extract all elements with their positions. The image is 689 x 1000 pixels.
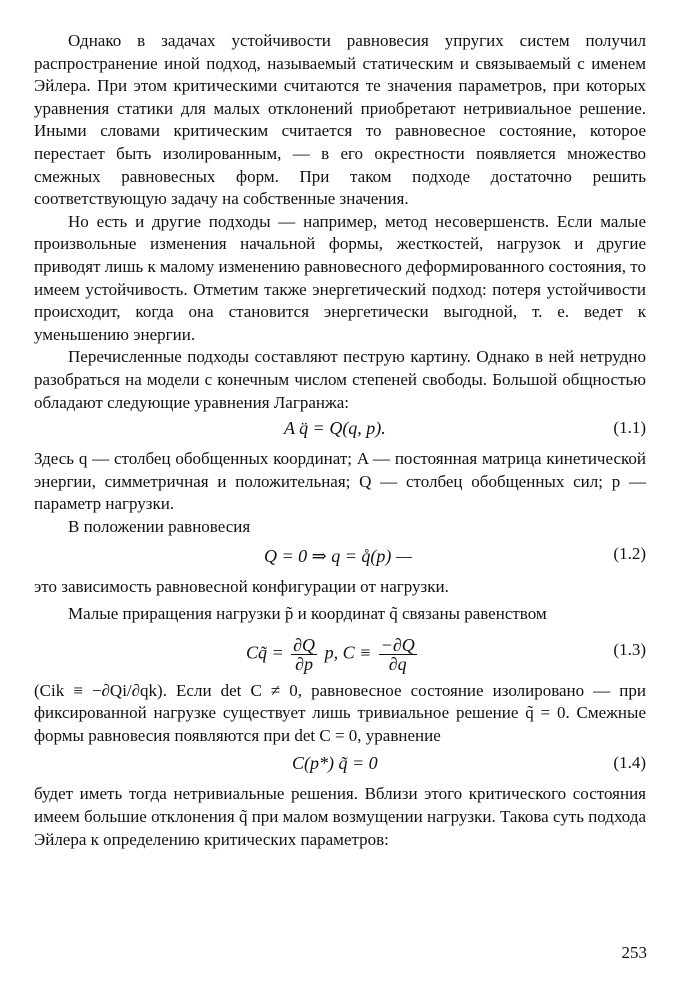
paragraph-notation: Здесь q — столбец обобщенных координат; A — постоянная матрица кинетической энергии, симметричная и положительная; Q — столбец обобщенных сил; p — параметр нагрузки. <box>34 449 646 514</box>
equation-1-3-number: (1.3) <box>613 639 646 659</box>
fraction-dQ-dq-numerator: −∂Q <box>380 634 415 655</box>
equation-1-4-body: C(p*) q̃ = 0 <box>292 753 378 774</box>
equation-1-3-middle: p, C ≡ <box>324 642 372 663</box>
paragraph-equilibrium-position: В положении равновесия <box>68 516 251 536</box>
equation-1-1-number: (1.1) <box>613 418 646 438</box>
paragraph-lagrange-intro: Перечисленные подходы составляют пеструю картину. Однако в ней нетрудно разобраться на модели с конечным числом степеней свободы. Большой общностью обладают следующие уравнения Лагранжа: <box>34 347 646 412</box>
equation-1-3 <box>34 626 646 676</box>
paragraph-euler-approach: Однако в задачах устойчивости равновесия упругих систем получил распространение иной подход, называемый статическим и связываемый с именем Эйлера. При этом критическими считаются те значения параметров, при которых уравнения статики для малых отклонений приобретают нетривиальное решение. Иными словами критическим считается то равновесное состояние, которое перестает быть изолированным, — в его окрестности появляется множество смежных равновесных форм. При таком подходе достаточно решить соответствующую задачу на собственные значения. <box>34 31 646 209</box>
fraction-dQ-dp-numerator: ∂Q <box>293 634 316 655</box>
paragraph-det-condition: (Cik ≡ −∂Qi/∂qk). Если det C ≠ 0, равновесное состояние изолировано — при фиксированной нагрузке существует лишь тривиальное решение q̃ = 0. Смежные формы равновесия появляются при det C = 0, уравнение <box>34 680 646 745</box>
paragraph-small-increments: Малые приращения нагрузки p̃ и координат q̃ связаны равенством <box>68 604 547 624</box>
equation-1-2-number: (1.2) <box>613 544 646 564</box>
fraction-dQ-dq <box>379 636 417 673</box>
paragraph-imperfection-method: Но есть и другие подходы — например, метод несовершенств. Если малые произвольные изменения начальной формы, жесткостей, нагрузок и другие приводят лишь к малому изменению равновесного деформированного состояния, то имеем устойчивость. Отметим также энергетический подход: потеря устойчивости происходит, когда она становится энергетически выгодной, т. е. ведет к уменьшению энергии. <box>34 211 646 344</box>
fraction-dQ-dp-denominator: ∂p <box>295 653 314 674</box>
equation-1-3-lhs: Cq̃ = <box>246 642 284 663</box>
equation-1-4 <box>34 747 646 783</box>
equation-1-1-body: A q̈ = Q(q, p). <box>284 418 386 439</box>
fraction-dQ-dp <box>291 636 317 673</box>
equation-1-3-body <box>246 636 420 673</box>
equation-1-2 <box>34 538 646 576</box>
paragraph-configuration-dependence: это зависимость равновесной конфигурации от нагрузки. <box>34 577 449 597</box>
page-content <box>34 30 646 851</box>
equation-1-1 <box>34 414 646 448</box>
equation-1-2-body: Q = 0 ⇒ q = q̊(p) — <box>264 546 412 567</box>
fraction-dQ-dq-denominator: ∂q <box>388 653 407 674</box>
page-number: 253 <box>621 943 647 962</box>
paragraph-critical-state: будет иметь тогда нетривиальные решения. Вблизи этого критического состояния имеем большие отклонения q̃ при малом возмущении нагрузки. Такова суть подхода Эйлера к определению критических параметров: <box>34 784 647 849</box>
equation-1-4-number: (1.4) <box>613 753 646 773</box>
